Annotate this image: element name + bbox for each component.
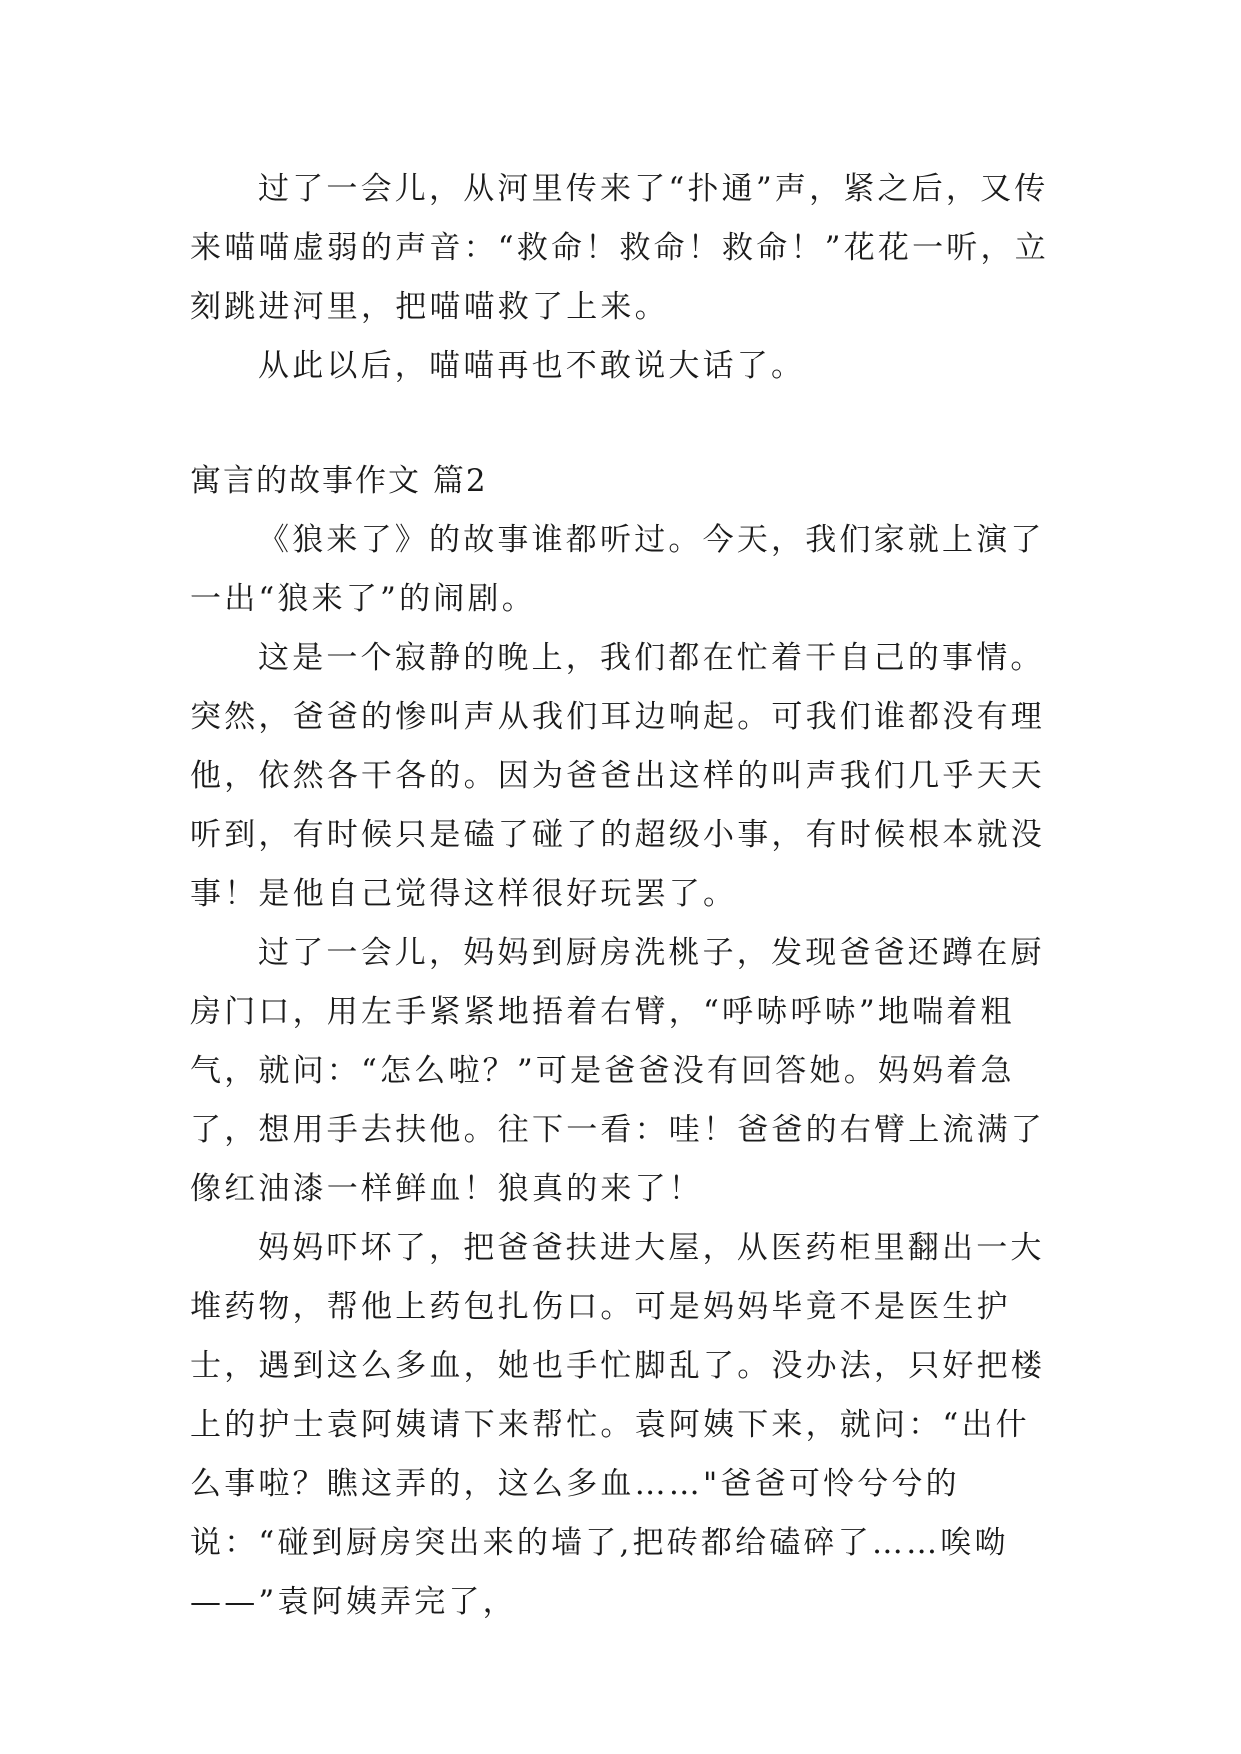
paragraph: 过了一会儿，从河里传来了“扑通”声，紧之后，又传来喵喵虚弱的声音：“救命！救命！救命！”花花一听，立刻跳进河里，把喵喵救了上来。	[190, 171, 1049, 325]
paragraph: 《狼来了》的故事谁都听过。今天，我们家就上演了一出“狼来了”的闹剧。	[190, 522, 1045, 617]
document-page	[190, 160, 1060, 1632]
section-spacer	[190, 396, 1060, 452]
paragraph: 从此以后，喵喵再也不敢说大话了。	[258, 348, 806, 384]
paragraph: 妈妈吓坏了，把爸爸扶进大屋，从医药柜里翻出一大堆药物，帮他上药包扎伤口。可是妈妈毕竟不是医生护士，遇到这么多血，她也手忙脚乱了。没办法，只好把楼上的护士袁阿姨请下来帮忙。袁阿姨下来，就问：“出什么事啦？瞧这弄的，这么多血……"爸爸可怜兮兮的说：“碰到厨房突出来的墙了,把砖都给磕碎了……唉呦——”袁阿姨弄完了，	[190, 1230, 1045, 1620]
paragraph: 这是一个寂静的晚上，我们都在忙着干自己的事情。突然，爸爸的惨叫声从我们耳边响起。可我们谁都没有理他，依然各干各的。因为爸爸出这样的叫声我们几乎天天听到，有时候只是磕了碰了的超级小事，有时候根本就没事！是他自己觉得这样很好玩罢了。	[190, 640, 1045, 912]
section-heading: 寓言的故事作文 篇2	[190, 463, 488, 499]
paragraph: 过了一会儿，妈妈到厨房洗桃子，发现爸爸还蹲在厨房门口，用左手紧紧地捂着右臂，“呼哧呼哧”地喘着粗气，就问：“怎么啦？”可是爸爸没有回答她。妈妈着急了，想用手去扶他。往下一看：哇！爸爸的右臂上流满了像红油漆一样鲜血！狼真的来了！	[190, 935, 1045, 1207]
